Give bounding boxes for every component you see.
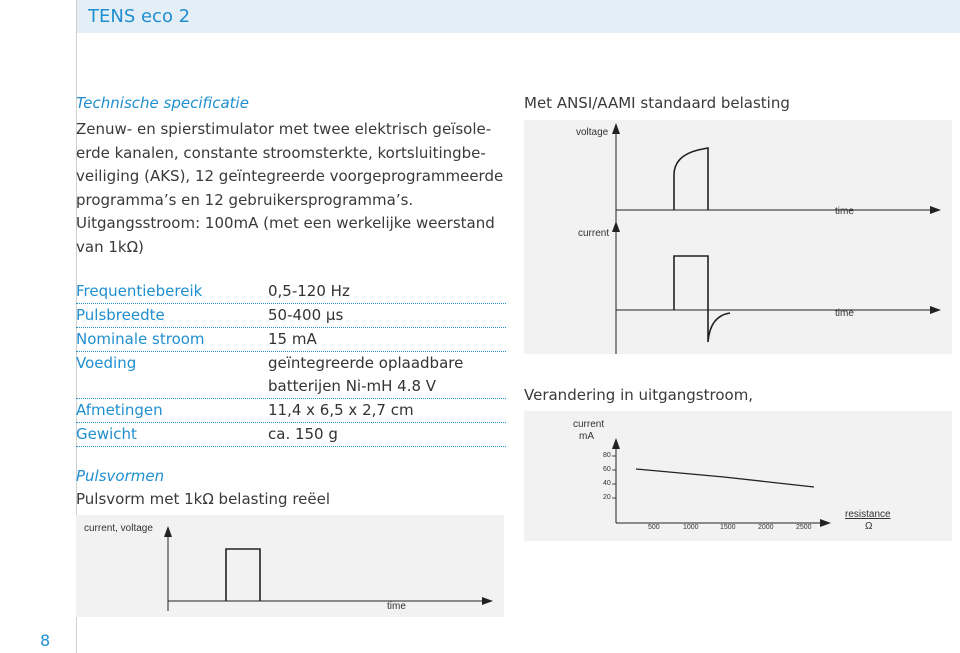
spec-label: Voeding [76, 354, 137, 372]
pulse-title: Pulsvormen [76, 467, 165, 485]
y-tick-label: 80 [603, 452, 611, 459]
pulse-waveform [226, 549, 260, 601]
spec-row-pulsewidth [76, 304, 506, 328]
spec-row-current [76, 328, 506, 352]
tech-line: programma’s en 12 gebruikersprogramma’s. [76, 190, 414, 209]
spec-value: batterijen Ni-mH 4.8 V [268, 377, 437, 395]
arrow-up-icon [612, 221, 620, 232]
y-tick-label: 20 [603, 494, 611, 501]
pulse-y-label: current, voltage [84, 523, 153, 534]
voltage-label: voltage [576, 127, 609, 138]
spec-row-frequency [76, 280, 506, 304]
voltage-waveform [674, 148, 708, 210]
x-tick-label: 2000 [758, 524, 774, 531]
x-tick-label: 1500 [720, 524, 736, 531]
ansi-diagram-panel [524, 120, 952, 354]
x-tick-label: 500 [648, 524, 660, 531]
spec-value: 15 mA [268, 330, 317, 348]
variation-y-label-1: current [573, 419, 605, 430]
page-number: 8 [40, 631, 51, 650]
spec-value: 0,5-120 Hz [268, 282, 350, 300]
arrow-up-icon [612, 123, 620, 134]
variation-y-label-2: mA [579, 431, 594, 442]
variation-diagram-panel [524, 411, 952, 541]
tech-line: Uitgangsstroom: 100mA (met een werkelijke weerstand [76, 214, 495, 232]
page-header-title: TENS eco 2 [88, 6, 191, 27]
tech-line: veiliging (AKS), 12 geïntegreerde voorgeprogrammeerde [76, 167, 504, 185]
time-label-2: time [835, 308, 854, 319]
spec-table [76, 280, 506, 447]
arrow-right-icon [482, 597, 493, 605]
arrow-right-icon [930, 306, 941, 314]
y-tick-label: 40 [603, 480, 611, 487]
pulse-subtitle: Pulsvorm met 1kΩ belasting reëel [76, 490, 331, 508]
tech-line: Zenuw- en spierstimulator met twee elektrisch geïsole- [76, 120, 492, 138]
current-label: current [578, 228, 610, 239]
tech-spec-title: Technische specificatie [76, 94, 249, 112]
variation-title: Verandering in uitgangstroom, [524, 386, 754, 404]
y-tick-label: 60 [603, 466, 611, 473]
spec-row-weight [76, 423, 506, 447]
header-bar [77, 0, 960, 33]
tech-line: van 1kΩ) [76, 237, 144, 256]
spec-row-power-cont [76, 375, 506, 399]
variation-curve [636, 469, 814, 487]
spec-row-power [76, 352, 506, 375]
spec-label: Pulsbreedte [76, 306, 165, 324]
spec-value: ca. 150 g [268, 425, 338, 443]
x-tick-label: 1000 [683, 524, 699, 531]
arrow-right-icon [820, 519, 831, 527]
arrow-up-icon [164, 526, 172, 537]
spec-value: 11,4 x 6,5 x 2,7 cm [268, 401, 414, 419]
variation-x-label-1: resistance [845, 509, 891, 520]
spec-label: Nominale stroom [76, 330, 205, 348]
current-waveform [674, 256, 730, 342]
pulse-diagram-panel [76, 515, 504, 617]
spec-row-dimensions [76, 399, 506, 423]
pulse-x-label: time [387, 601, 406, 612]
arrow-up-icon [612, 438, 620, 449]
time-label-1: time [835, 206, 854, 217]
arrow-right-icon [930, 206, 941, 214]
x-tick-label: 2500 [796, 524, 812, 531]
ansi-title: Met ANSI/AAMI standaard belasting [524, 94, 790, 112]
tech-line: erde kanalen, constante stroomsterkte, kortsluitingbe- [76, 143, 486, 162]
spec-label: Frequentiebereik [76, 282, 203, 300]
spec-value: geïntegreerde oplaadbare [268, 354, 464, 372]
spec-label: Gewicht [76, 425, 137, 443]
tech-spec-text [76, 118, 516, 259]
spec-value: 50-400 μs [268, 306, 344, 324]
spec-label: Afmetingen [76, 401, 163, 419]
variation-x-label-2: Ω [865, 521, 873, 532]
